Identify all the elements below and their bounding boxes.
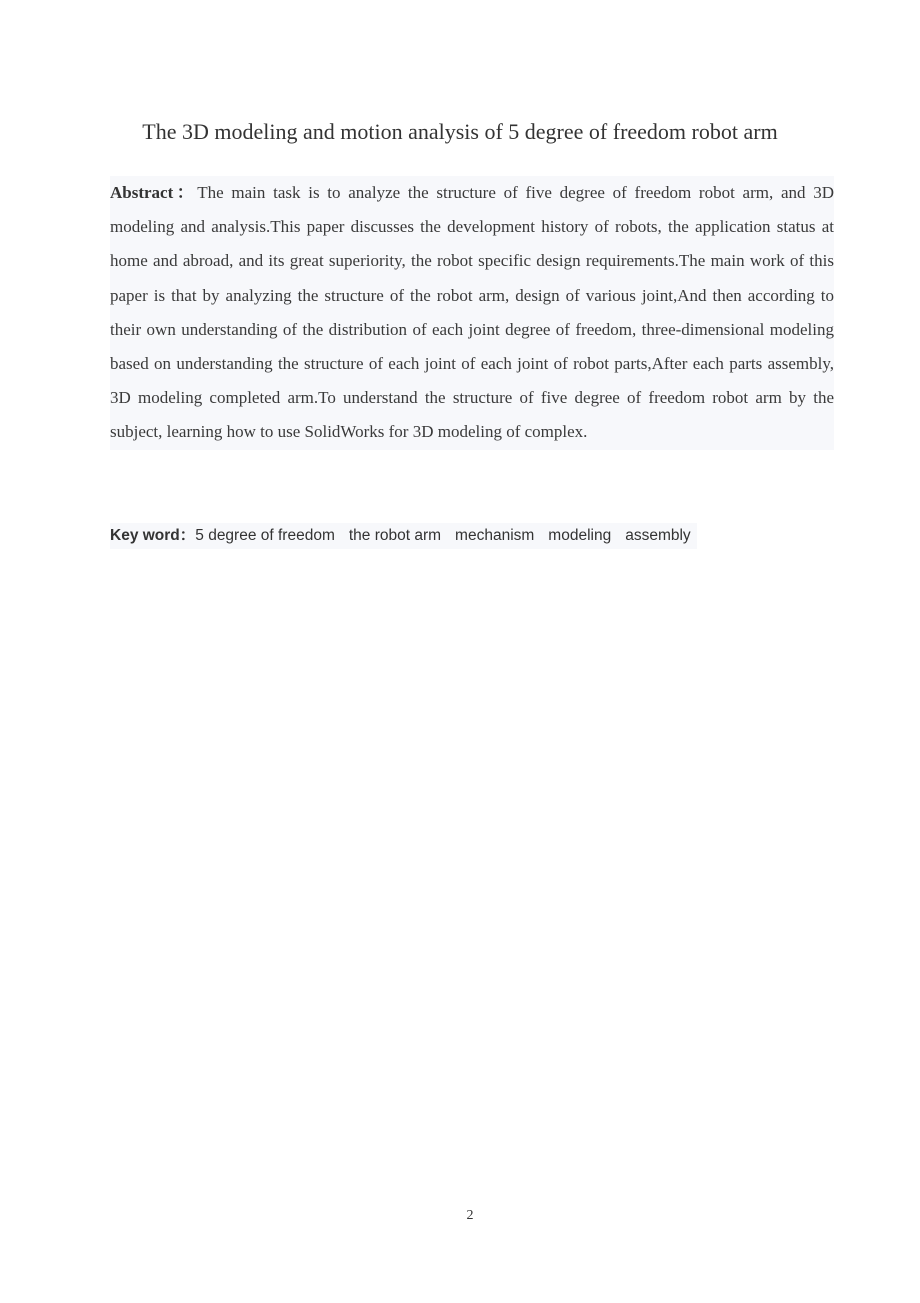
keywords-label: Key word： — [110, 527, 196, 544]
abstract-label: Abstract： — [110, 183, 198, 202]
page-title: The 3D modeling and motion analysis of 5 degree of freedom robot arm — [142, 119, 778, 144]
abstract-text: The main task is to analyze the structure of five degree of freedom robot arm, and 3D modeling and analysis.This paper discusses the development history of robots, the application status at home and abroad, and its great superiority, the robot specific design requirements.The main work of this paper is that by analyzing the structure of the robot arm, design of various joint,And then according to their own understanding of the distribution of each joint degree of freedom, three-dimensional modeling based on understanding the structure of each joint of each joint of robot parts,After each parts assembly, 3D modeling completed arm.To understand the structure of five degree of freedom robot arm by the subject, learning how to use SolidWorks for 3D modeling of complex. — [110, 183, 835, 442]
keyword-item: the robot arm — [348, 527, 442, 544]
keyword-item: mechanism — [455, 527, 535, 544]
keywords-line — [110, 523, 697, 549]
keyword-item: modeling — [548, 527, 612, 544]
abstract-paragraph — [110, 176, 834, 450]
page-number: 2 — [466, 1208, 474, 1223]
keyword-item: 5 degree of freedom — [195, 527, 335, 544]
keyword-item: assembly — [625, 527, 691, 544]
